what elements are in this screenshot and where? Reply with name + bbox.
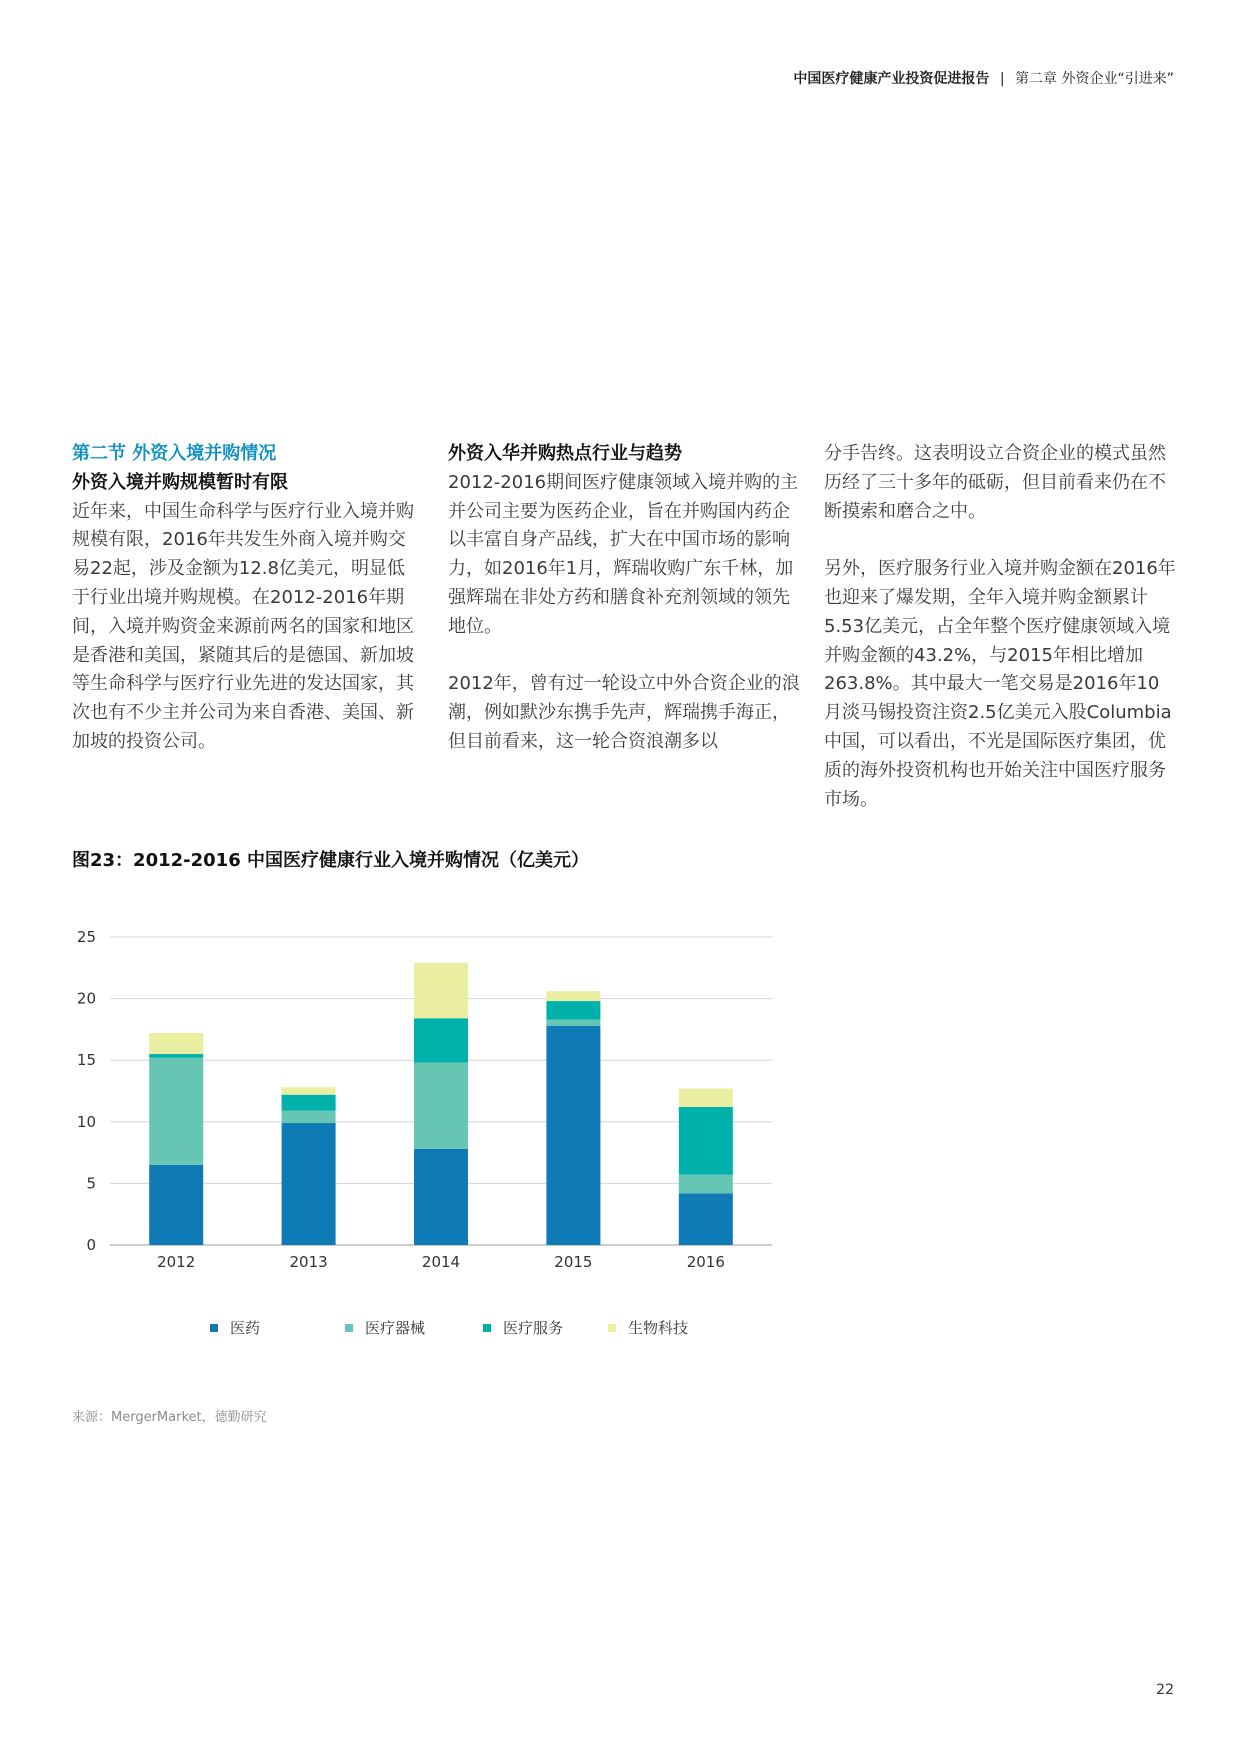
legend-item (483, 1319, 563, 1337)
subsection-title: 外资入华并购热点行业与趋势 (448, 443, 682, 464)
bar-segment (282, 1087, 336, 1094)
header-separator: | (999, 71, 1005, 87)
bar-segment (546, 1026, 600, 1245)
bar-segment (149, 1033, 203, 1054)
bar-segment (414, 1018, 468, 1062)
bar-segment (546, 1001, 600, 1019)
figure-source: 来源：MergerMarket，德勤研究 (72, 1410, 267, 1425)
bar-segment (149, 1165, 203, 1245)
bar-segment (282, 1123, 336, 1245)
x-tick-label: 2013 (289, 1253, 328, 1271)
legend-swatch (345, 1324, 353, 1332)
legend-swatch (210, 1324, 218, 1332)
page-header (793, 68, 1174, 88)
text-column-1 (72, 440, 422, 757)
text-column-2 (448, 440, 800, 757)
figure-title: 图23：2012-2016 中国医疗健康行业入境并购情况（亿美元） (72, 850, 589, 871)
legend-label: 医疗器械 (365, 1319, 426, 1337)
stacked-bar-chart (60, 915, 780, 1375)
x-tick-label: 2014 (421, 1253, 461, 1271)
y-tick-label: 10 (76, 1112, 96, 1131)
x-tick-label: 2016 (686, 1253, 725, 1271)
legend-label: 生物科技 (628, 1319, 689, 1337)
page-number: 22 (1156, 1682, 1174, 1698)
body-paragraph: 近年来，中国生命科学与医疗行业入境并购规模有限，2016年共发生外商入境并购交易22起，涉及金额为12.8亿美元，明显低于行业出境并购规模。在2012-2016年期间，入境并购资金来源前两名的国家和地区是香港和美国，紧随其后的是德国、新加坡等生命科学与医疗行业先进的发达国家，其次也有不少主并公司为来自香港、美国、新加坡的投资公司。 (72, 500, 414, 752)
legend-swatch (608, 1324, 616, 1332)
body-paragraph: 分手告终。这表明设立合资企业的模式虽然历经了三十多年的砥砺，但目前看来仍在不断摸索和磨合之中。 (824, 443, 1166, 522)
bar-segment (414, 1149, 468, 1245)
bar-segment (679, 1175, 733, 1193)
bar-segment (282, 1111, 336, 1123)
report-title: 中国医疗健康产业投资促进报告 (793, 71, 990, 87)
section-title: 第二节 外资入境并购情况 (72, 443, 277, 464)
bar-segment (546, 1020, 600, 1026)
legend-item (210, 1319, 260, 1337)
legend-item (608, 1319, 688, 1337)
body-paragraph: 另外，医疗服务行业入境并购金额在2016年也迎来了爆发期，全年入境并购金额累计5.53亿美元，占全年整个医疗健康领域入境并购金额的43.2%，与2015年相比增加263.8%。其中最大一笔交易是2016年10月淡马锡投资注资2.5亿美元入股Columbia中国，可以看出，不光是国际医疗集团，优质的海外投资机构也开始关注中国医疗服务市场。 (824, 558, 1176, 810)
legend-item (345, 1319, 425, 1337)
bar-segment (679, 1107, 733, 1175)
y-tick-label: 0 (86, 1236, 96, 1254)
legend-swatch (483, 1324, 491, 1332)
body-paragraph: 2012-2016期间医疗健康领域入境并购的主并公司主要为医药企业，旨在并购国内药企以丰富自身产品线，扩大在中国市场的影响力，如2016年1月，辉瑞收购广东千林，加强辉瑞在非处方药和膳食补充剂领域的领先地位。 (448, 471, 799, 637)
bar-segment (679, 1193, 733, 1245)
bar-segment (546, 991, 600, 1001)
bar-segment (679, 1089, 733, 1107)
bar-segment (282, 1095, 336, 1111)
x-tick-label: 2015 (554, 1253, 593, 1271)
body-paragraph: 2012年，曾有过一轮设立中外合资企业的浪潮，例如默沙东携手先声，辉瑞携手海正，但目前看来，这一轮合资浪潮多以 (448, 673, 800, 752)
text-column-3 (824, 440, 1176, 814)
bar-segment (149, 1054, 203, 1058)
y-tick-label: 20 (76, 989, 96, 1008)
bar-segment (414, 963, 468, 1018)
legend-label: 医疗服务 (503, 1319, 564, 1337)
bar-segment (149, 1058, 203, 1165)
bar-segment (414, 1063, 468, 1149)
y-tick-label: 5 (86, 1174, 96, 1193)
x-tick-label: 2012 (157, 1253, 196, 1271)
y-tick-label: 25 (76, 928, 96, 946)
chapter-title: 第二章 外资企业“引进来” (1015, 71, 1174, 87)
subsection-title: 外资入境并购规模暂时有限 (72, 471, 288, 493)
legend-label: 医药 (230, 1319, 261, 1337)
y-tick-label: 15 (76, 1051, 96, 1070)
